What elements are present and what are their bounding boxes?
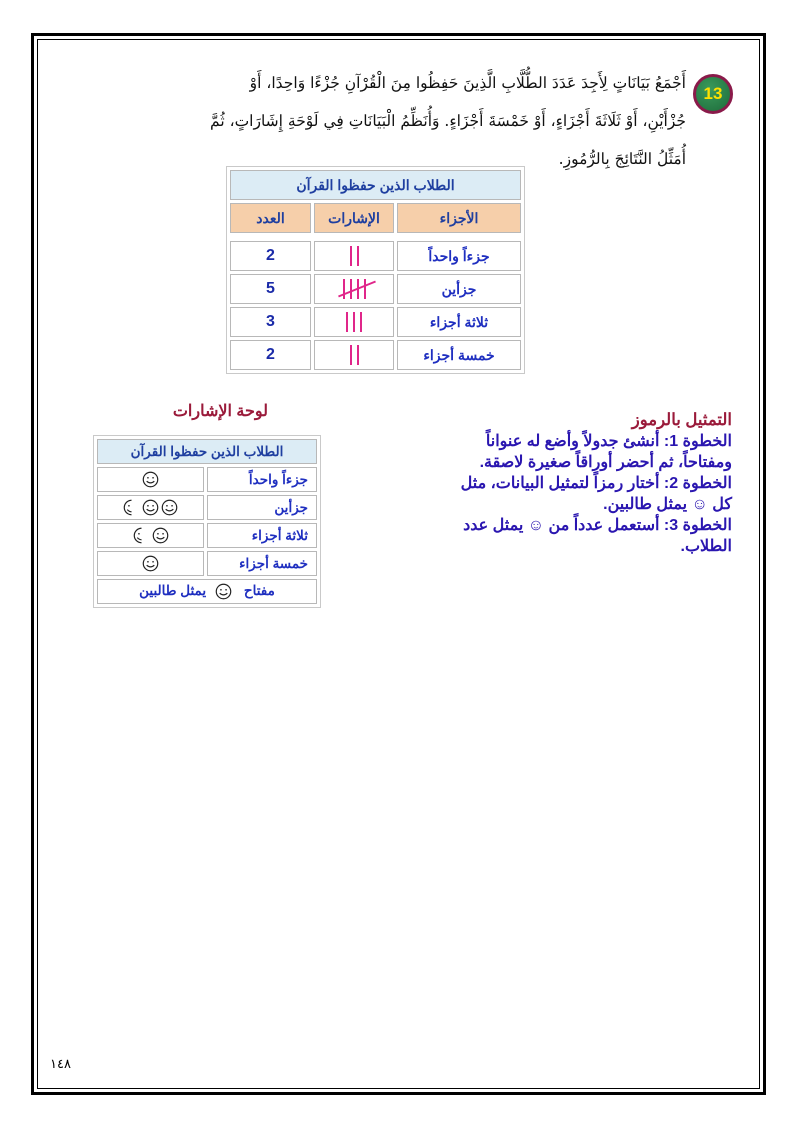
tally-mark — [350, 246, 352, 266]
row-count: 3 — [230, 307, 311, 337]
tally-marks — [347, 246, 361, 266]
tally-table — [227, 167, 524, 373]
row-label: جزءاً واحداً — [207, 467, 317, 492]
exercise-text-line: أُمَثِّلُ النَّتَائِجَ بِالرُّمُوزِ. — [558, 150, 686, 168]
table-row — [230, 241, 521, 271]
steps-heading: التمثيل بالرموز — [631, 411, 732, 429]
row-label: خمسة أجزاء — [207, 551, 317, 576]
row-count: 2 — [230, 241, 311, 271]
table-row — [230, 340, 521, 370]
step-line: الخطوة 1: أنشئ جدولاً وأضع له عنواناً — [485, 433, 732, 450]
step-line: الخطوة 3: أستعمل عدداً من ☺ يمثل عدد — [463, 517, 732, 534]
symbols-cell — [97, 495, 204, 520]
tally-mark — [360, 312, 362, 332]
tally-marks-cell — [314, 340, 394, 370]
smiley-icon — [161, 499, 178, 516]
row-label: ثلاثة أجزاء — [397, 307, 521, 337]
symbols-cell — [97, 551, 204, 576]
row-label: جزأين — [397, 274, 521, 304]
key-row — [97, 579, 317, 604]
tally-marks-cell — [314, 307, 394, 337]
tally-marks-cell — [314, 241, 394, 271]
page-number: ١٤٨ — [50, 1057, 71, 1072]
row-label: جزءاً واحداً — [397, 241, 521, 271]
half-smiley-icon — [133, 527, 150, 544]
table-row — [97, 551, 317, 576]
row-label: ثلاثة أجزاء — [207, 523, 317, 548]
exercise-text-line: جُزْأَيْنِ، أَوْ ثَلَاثَةَ أَجْزَاءٍ، أَوْ خَمْسَةَ أَجْزَاءٍ. وَأُنَظِّمُ الْبَيَانَاتِ فِي لَوْحَةِ إِشَارَاتٍ، ثُمَّ — [210, 112, 686, 130]
table-row — [97, 467, 317, 492]
smiley-symbols — [141, 471, 160, 486]
steps-text — [392, 410, 732, 557]
key-label: مفتاح — [243, 583, 275, 599]
symbols-cell — [97, 467, 204, 492]
key-meaning: يمثل طالبين — [139, 583, 207, 599]
step-line: الطلاب. — [680, 538, 732, 555]
smiley-symbols — [132, 527, 170, 542]
tally-mark — [364, 279, 366, 299]
pictograph-key — [97, 579, 317, 604]
row-label: جزأين — [207, 495, 317, 520]
tally-marks — [347, 345, 361, 365]
tally-marks — [340, 279, 368, 299]
tally-marks — [344, 312, 365, 332]
tally-table-title: الطلاب الذين حفظوا القرآن — [230, 170, 521, 200]
smiley-icon — [142, 555, 159, 572]
tally-mark — [343, 279, 345, 299]
smiley-symbols — [122, 499, 179, 514]
key-smiley-icon — [214, 583, 233, 598]
pictograph-table — [94, 436, 320, 607]
smiley-symbols — [141, 555, 160, 570]
tally-mark — [353, 312, 355, 332]
row-label: خمسة أجزاء — [397, 340, 521, 370]
tally-mark — [350, 345, 352, 365]
pictograph-title: الطلاب الذين حفظوا القرآن — [97, 439, 317, 464]
row-count: 5 — [230, 274, 311, 304]
symbols-cell — [97, 523, 204, 548]
half-smiley-icon — [123, 499, 140, 516]
tally-marks-cell — [314, 274, 394, 304]
pictograph-section-title: لوحة الإشارات — [172, 403, 268, 420]
column-header-count: العدد — [230, 203, 311, 233]
step-line: كل ☺ يمثل طالبين. — [603, 496, 732, 513]
smiley-icon — [215, 583, 232, 600]
column-header-tallies: الإشارات — [314, 203, 394, 233]
table-row — [97, 523, 317, 548]
table-row — [230, 307, 521, 337]
tally-mark — [357, 246, 359, 266]
smiley-icon — [152, 527, 169, 544]
table-row — [97, 495, 317, 520]
smiley-icon — [142, 471, 159, 488]
exercise-number-badge: 13 — [693, 74, 733, 114]
table-row — [230, 274, 521, 304]
step-line: الخطوة 2: أختار رمزاً لتمثيل البيانات، مثل — [460, 475, 732, 492]
tally-mark — [346, 312, 348, 332]
row-count: 2 — [230, 340, 311, 370]
column-header-parts: الأجزاء — [397, 203, 521, 233]
step-line: ومفتاحاً، ثم أحضر أوراقاً صغيرة لاصقة. — [479, 454, 732, 471]
tally-mark — [357, 345, 359, 365]
exercise-text-line: أَجْمَعُ بَيَانَاتٍ لِأَجِدَ عَدَدَ الطُّلَّابِ الَّذِينَ حَفِظُوا مِنَ الْقُرْآنِ جُزْءًا وَاحِدًا، أَوْ — [249, 74, 686, 92]
smiley-icon — [142, 499, 159, 516]
